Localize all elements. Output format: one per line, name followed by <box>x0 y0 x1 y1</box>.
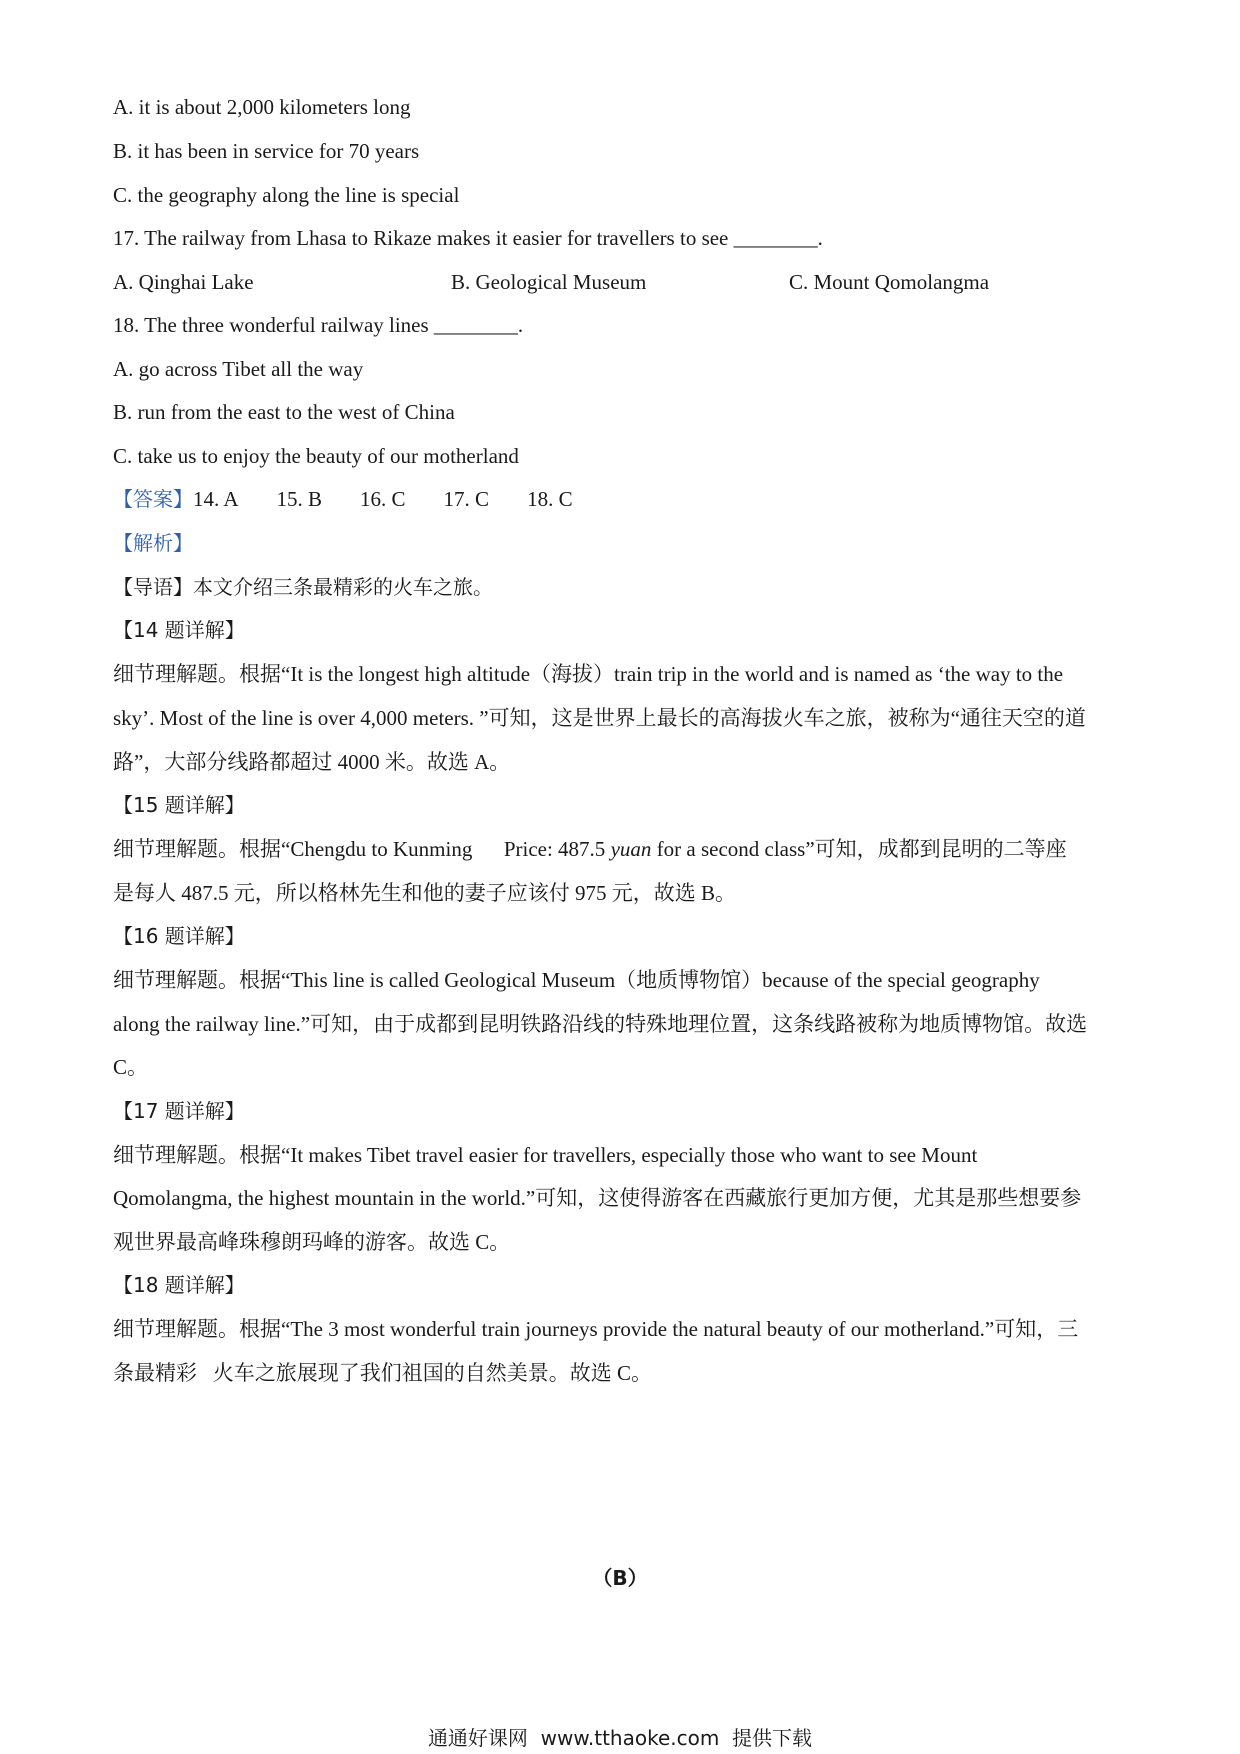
d15-line-part: 细节理解题。根据“Chengdu to Kunming Price: 487.5 <box>113 837 611 861</box>
d17-line: 细节理解题。根据“It makes Tibet travel easier for travellers, especially those who want to see Mount <box>113 1143 978 1167</box>
d14-line: 细节理解题。根据“It is the longest high altitude（海拔）train trip in the world and is named as ‘the way to the <box>113 662 1064 686</box>
q18-option-a: A. go across Tibet all the way <box>113 357 364 381</box>
page-footer: 通通好课网 www.tthaoke.com 提供下载 <box>427 1726 813 1750</box>
intro-text: 【导语】本文介绍三条最精彩的火车之旅。 <box>113 575 493 599</box>
d18-heading: 【18 题详解】 <box>113 1273 245 1297</box>
d16-line: along the railway line.”可知，由于成都到昆明铁路沿线的特殊地理位置，这条线路被称为地质博物馆。故选 <box>113 1012 1088 1036</box>
d16-heading: 【16 题详解】 <box>113 924 245 948</box>
q17-option-c: C. Mount Qomolangma <box>789 270 990 294</box>
q17-option-b: B. Geological Museum <box>451 270 647 294</box>
q18-option-c: C. take us to enjoy the beauty of our motherland <box>113 444 519 468</box>
answer-item: 15. B <box>276 487 323 511</box>
q17-question: 17. The railway from Lhasa to Rikaze makes it easier for travellers to see ________. <box>113 226 823 250</box>
analysis-tag: 【解析】 <box>113 531 193 555</box>
d18-line: 条最精彩 火车之旅展现了我们祖国的自然美景。故选 C。 <box>113 1361 653 1385</box>
d16-line: 细节理解题。根据“This line is called Geological Museum（地质博物馆）because of the special geography <box>113 968 1040 992</box>
d14-line: sky’. Most of the line is over 4,000 meters. ”可知，这是世界上最长的高海拔火车之旅，被称为“通往天空的道 <box>113 706 1086 730</box>
answer-item: 14. A <box>193 487 239 511</box>
q18-option-b: B. run from the east to the west of China <box>113 400 455 424</box>
q17-options <box>113 267 1133 297</box>
q16-option-c: C. the geography along the line is special <box>113 183 460 207</box>
answer-item: 18. C <box>527 487 573 511</box>
d14-line: 路”，大部分线路都超过 4000 米。故选 A。 <box>113 750 511 774</box>
answer-line <box>113 484 1133 514</box>
d15-heading: 【15 题详解】 <box>113 793 245 817</box>
d16-line: C。 <box>113 1055 149 1079</box>
answer-item: 16. C <box>360 487 406 511</box>
q18-question: 18. The three wonderful railway lines ________. <box>113 313 524 337</box>
d17-line: 观世界最高峰珠穆朗玛峰的游客。故选 C。 <box>113 1230 511 1254</box>
d17-heading: 【17 题详解】 <box>113 1099 245 1123</box>
answer-tag: 【答案】 <box>113 487 193 511</box>
d15-italic-yuan: yuan <box>610 837 652 861</box>
d15-line-part: for a second class”可知，成都到昆明的二等座 <box>651 837 1067 861</box>
q17-option-a: A. Qinghai Lake <box>113 270 254 294</box>
q16-option-a: A. it is about 2,000 kilometers long <box>113 95 411 119</box>
d17-line: Qomolangma, the highest mountain in the world.”可知，这使得游客在西藏旅行更加方便，尤其是那些想要参 <box>113 1186 1082 1210</box>
section-label: （B） <box>592 1566 648 1590</box>
q16-option-b: B. it has been in service for 70 years <box>113 139 420 163</box>
d15-line: 是每人 487.5 元，所以格林先生和他的妻子应该付 975 元，故选 B。 <box>113 881 737 905</box>
answer-item: 17. C <box>443 487 490 511</box>
d15-line <box>113 834 1133 864</box>
d14-heading: 【14 题详解】 <box>113 618 245 642</box>
d18-line: 细节理解题。根据“The 3 most wonderful train journeys provide the natural beauty of our motherland.”可知，三 <box>113 1317 1079 1341</box>
